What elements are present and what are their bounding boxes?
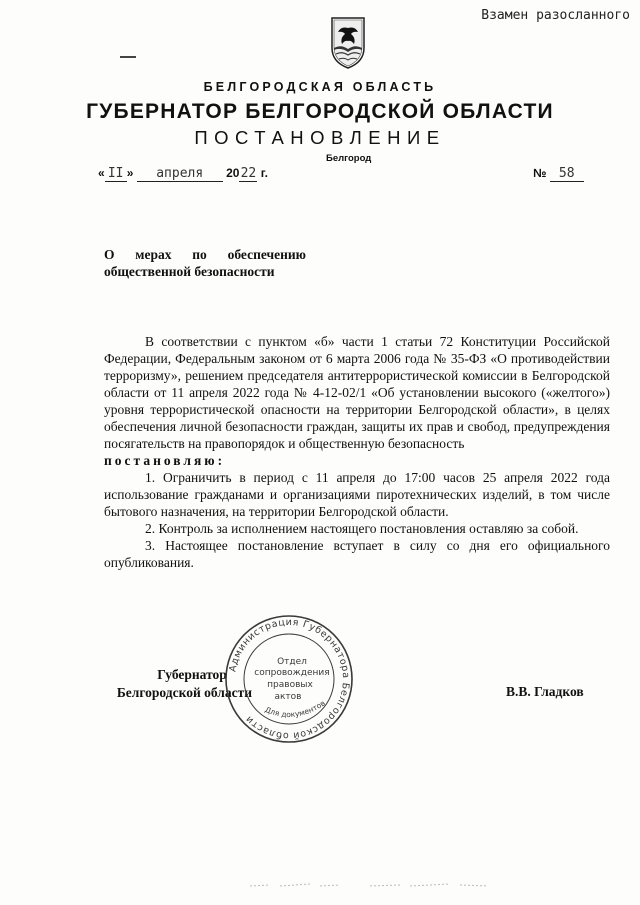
decree-word: постановляю: xyxy=(104,453,226,468)
number-value: 58 xyxy=(550,166,584,182)
date-month: апреля xyxy=(137,166,223,182)
subject-word: обеспечению xyxy=(227,247,306,262)
date-day: II xyxy=(105,166,127,182)
region-name: БЕЛГОРОДСКАЯ ОБЛАСТЬ xyxy=(203,80,437,94)
seal-outer-text: Администрация Губернатора Белгородской области xyxy=(227,616,352,742)
signatory-name: В.В. Гладков xyxy=(506,684,584,699)
date-year-prefix: 20 xyxy=(226,166,240,180)
pen-mark xyxy=(120,56,136,58)
seal-inner-line-3: правовых xyxy=(267,680,313,690)
subject-word: мерах xyxy=(135,247,172,262)
item-3: 3. Настоящее постановление вступает в силу со дня его официального опубликования. xyxy=(104,538,610,570)
item-1: 1. Ограничить в период с 11 апреля до 17:00 часов 25 апреля 2022 года использование гражданами и организациями пиротехнических изделий, в том числе бытового назначения, на территории Белгородской области. xyxy=(104,470,610,519)
official-seal-stamp xyxy=(222,612,356,746)
coat-of-arms-emblem xyxy=(326,14,370,70)
seal-inner-line-4: актов xyxy=(274,692,302,702)
subject-line-2: общественной безопасности xyxy=(104,264,275,279)
seal-bottom-text: Для документов xyxy=(263,698,327,720)
subject-word: по xyxy=(192,247,207,262)
date-year-mark: г. xyxy=(260,166,268,180)
date-year-suffix: 22 xyxy=(240,166,257,181)
item-2: 2. Контроль за исполнением настоящего постановления оставляю за собой. xyxy=(145,521,579,536)
seal-inner-line-2: сопровождения xyxy=(254,668,330,678)
scan-artifact xyxy=(250,880,490,890)
city-name: Белгород xyxy=(326,153,372,164)
number-sign: № xyxy=(533,166,547,180)
date-close-quote: » xyxy=(126,166,134,180)
date-open-quote: « xyxy=(98,166,105,180)
authority-title: ГУБЕРНАТОР БЕЛГОРОДСКОЙ ОБЛАСТИ xyxy=(86,100,554,123)
seal-inner-line-1: Отдел xyxy=(277,657,307,667)
decree-body xyxy=(104,333,610,571)
subject-word: О xyxy=(104,247,115,262)
decree-number xyxy=(533,166,584,182)
document-type: ПОСТАНОВЛЕНИЕ xyxy=(194,127,446,148)
reissue-stamp: Взамен разосланного xyxy=(481,8,630,23)
preamble-paragraph: В соответствии с пунктом «б» части 1 статьи 72 Конституции Российской Федерации, Федеральным законом от 6 марта 2006 года № 35-ФЗ «О противодействии терроризму», решением председателя антитеррористической комиссии в Белгородской области от 11 апреля 2022 года № 4-12-02/1 «Об установлении высокого («желтого») уровня террористической опасности на территории Белгородской области», в целях обеспечения личной безопасности граждан, защиты их прав и свобод, предупреждения посягательств на правопорядок и общественную безопасность xyxy=(104,334,610,451)
signatory-title-line-2: Белгородской области xyxy=(116,685,252,700)
decree-date xyxy=(98,166,268,182)
decree-subject xyxy=(104,246,306,280)
signatory-title-line-1: Губернатор xyxy=(157,667,227,682)
